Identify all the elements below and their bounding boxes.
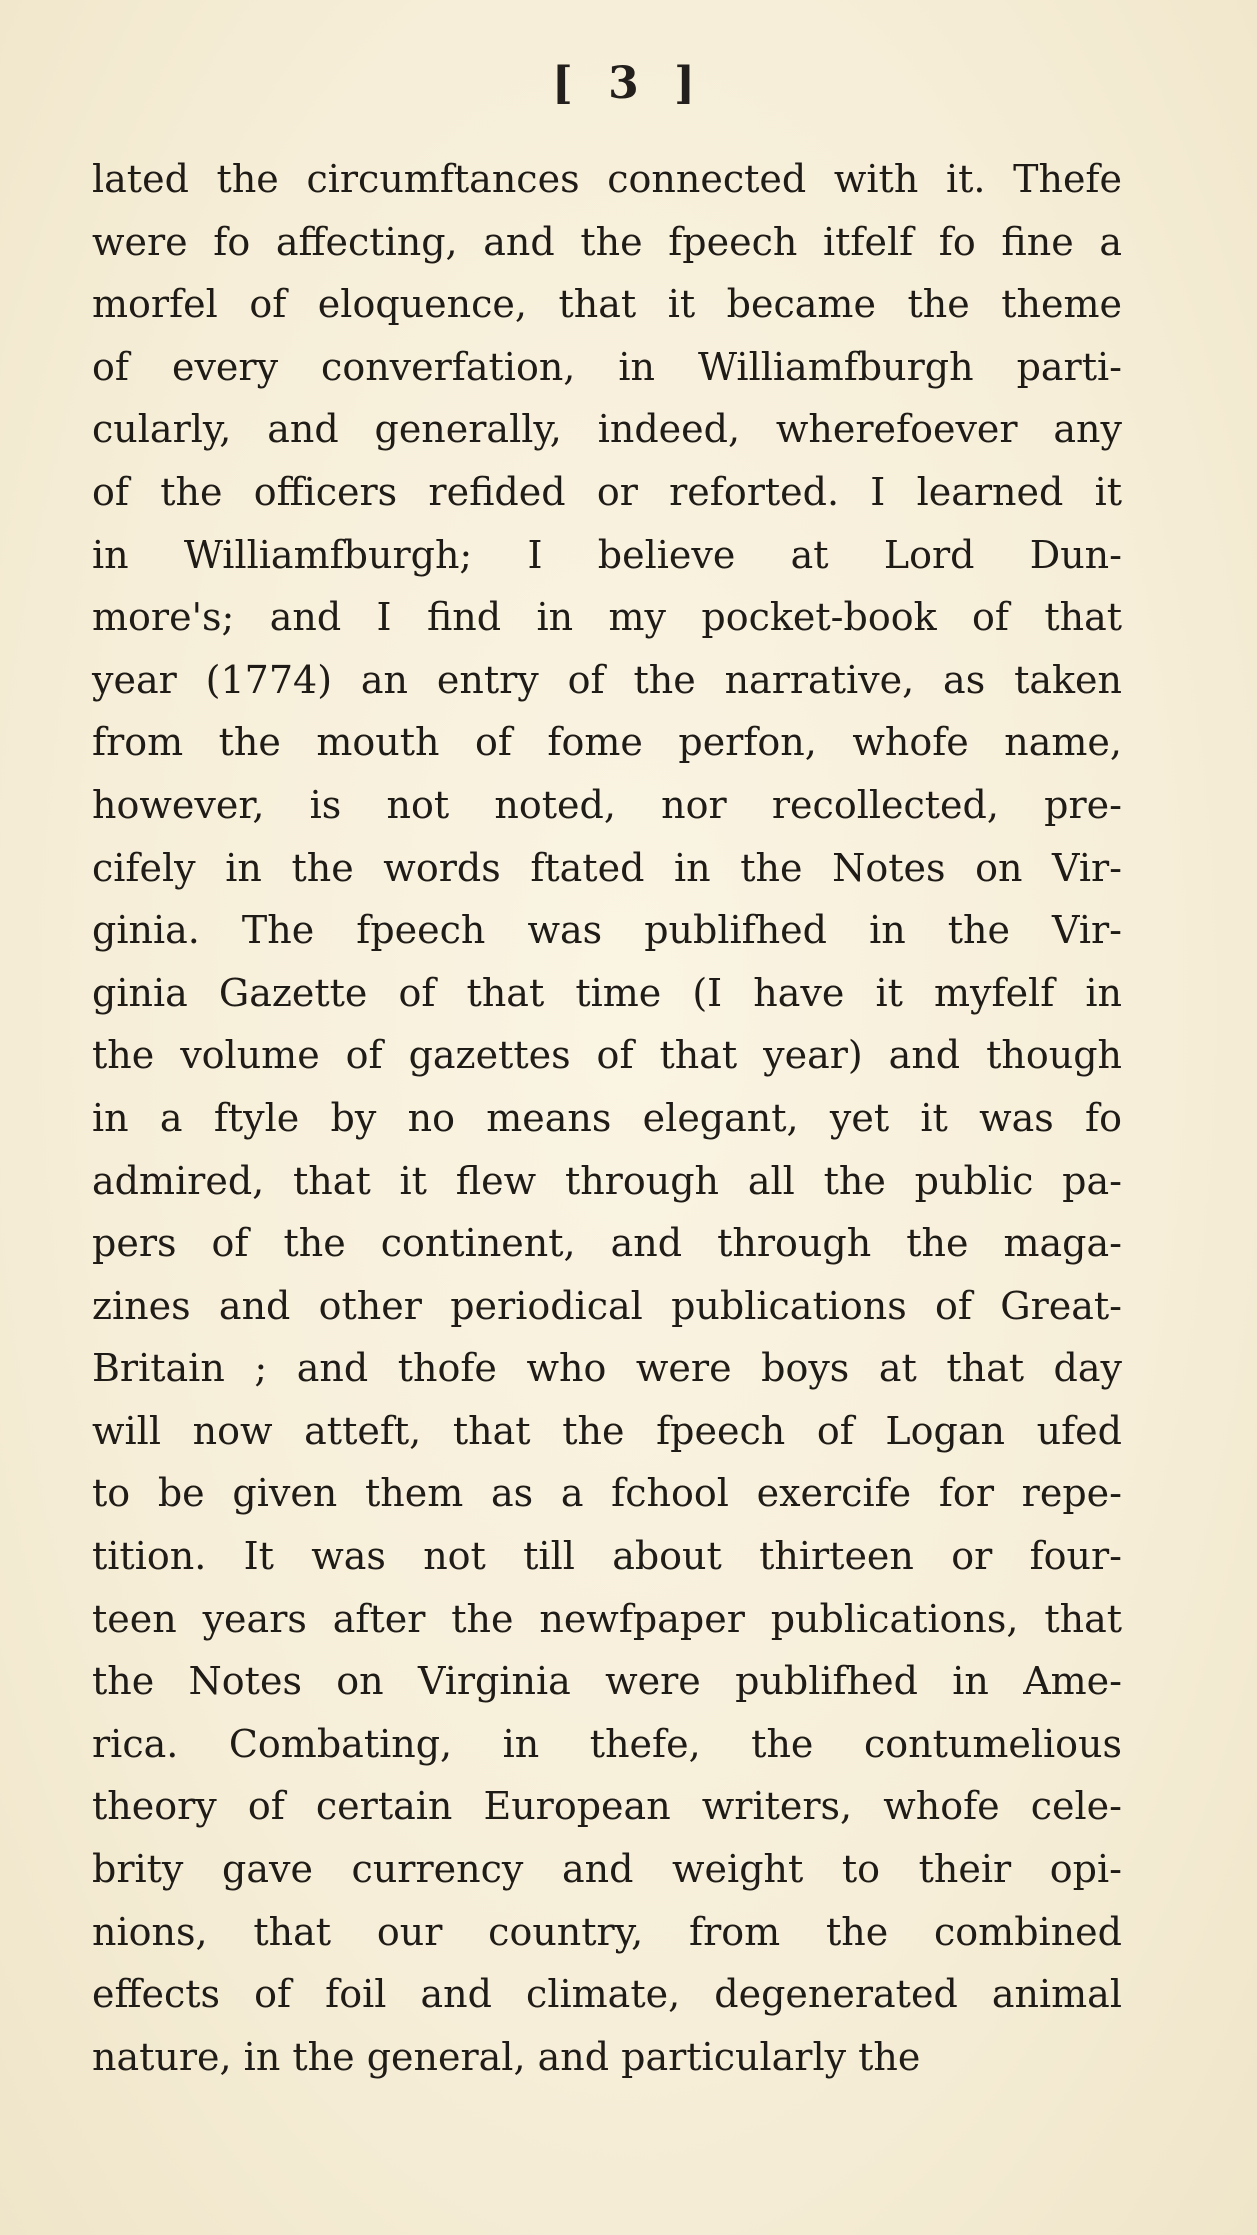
text-line: from the mouth of fome perfon, whofe name, <box>92 720 1122 765</box>
text-line: effects of foil and climate, degenerated animal <box>92 1972 1122 2017</box>
text-line: teen years after the newfpaper publications, that <box>92 1596 1122 1641</box>
text-line: were fo affecting, and the fpeech itfelf fo fine a <box>92 219 1122 264</box>
text-line: however, is not noted, nor recollected, pre- <box>92 782 1122 827</box>
text-line: rica. Combating, in thefe, the contumelious <box>92 1721 1122 1766</box>
text-line: will now atteft, that the fpeech of Logan ufed <box>92 1408 1122 1453</box>
text-line: tition. It was not till about thirteen or four- <box>92 1534 1122 1579</box>
text-line: of every converfation, in Williamfburgh parti- <box>92 344 1122 389</box>
text-line: more's; and I find in my pocket-book of that <box>92 595 1122 640</box>
page-number: [ 3 ] <box>552 58 705 109</box>
text-line: the volume of gazettes of that year) and though <box>92 1033 1122 1078</box>
text-line: the Notes on Virginia were publifhed in Ame- <box>92 1659 1122 1704</box>
text-line: ginia Gazette of that time (I have it myfelf in <box>92 970 1122 1015</box>
text-line: cifely in the words ftated in the Notes on Vir- <box>92 845 1122 890</box>
text-line: pers of the continent, and through the maga- <box>92 1221 1122 1266</box>
text-line: in a ftyle by no means elegant, yet it was fo <box>92 1095 1122 1140</box>
text-line: brity gave currency and weight to their opi- <box>92 1847 1122 1892</box>
text-line: morfel of eloquence, that it became the theme <box>92 282 1122 327</box>
body-text <box>92 148 1122 2088</box>
text-line: theory of certain European writers, whofe cele- <box>92 1784 1122 1829</box>
text-line: in Williamfburgh; I believe at Lord Dun- <box>92 532 1122 577</box>
text-line: to be given them as a fchool exercife for repe- <box>92 1471 1122 1516</box>
text-line: lated the circumftances connected with it. Thefe <box>92 157 1122 201</box>
text-line: nature, in the general, and particularly the <box>92 2034 921 2079</box>
text-line: zines and other periodical publications of Great- <box>92 1283 1122 1328</box>
text-line: cularly, and generally, indeed, wherefoever any <box>92 407 1122 452</box>
text-line: year (1774) an entry of the narrative, as taken <box>92 657 1122 702</box>
text-line: of the officers refided or reforted. I learned it <box>92 469 1122 514</box>
text-line: Britain ; and thofe who were boys at that day <box>92 1346 1122 1391</box>
text-line: nions, that our country, from the combined <box>92 1909 1122 1954</box>
text-line: admired, that it flew through all the public pa- <box>92 1158 1122 1203</box>
text-line: ginia. The fpeech was publifhed in the Vir- <box>92 908 1122 953</box>
